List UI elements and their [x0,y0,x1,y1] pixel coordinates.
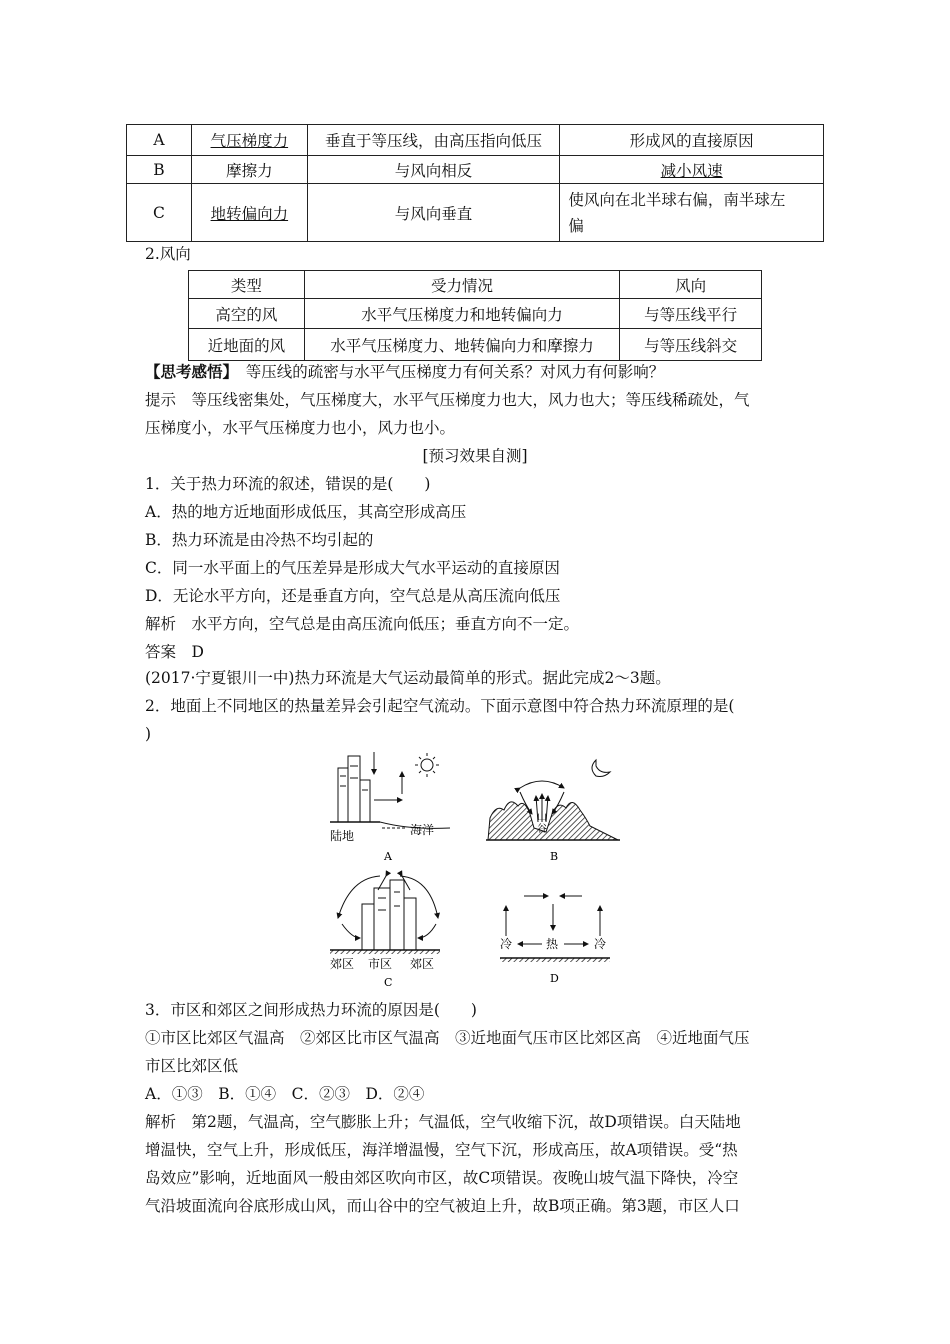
force-name: 摩擦力 [191,156,307,184]
label-suburb-right: 郊区 [410,957,435,971]
force-relation: 与风向相反 [307,156,560,184]
force-table [126,124,824,242]
q1-analysis: 解析 水平方向，空气总是由高压流向低压；垂直方向不一定。 [145,615,580,633]
label-city: 市区 [368,957,393,971]
header-direction: 风向 [620,271,762,299]
q1-answer: 答案 D [145,643,204,661]
q3-items-line1: ①市区比郊区气温高 ②郊区比市区气温高 ③近地面气压市区比郊区高 ④近地面气压 [145,1029,750,1047]
table-row [127,184,824,242]
wind-direction: 与等压线平行 [620,299,762,329]
wind-type: 高空的风 [189,299,305,329]
analysis2-line3: 岛效应”影响，近地面风一般由郊区吹向市区，故C项错误。夜晚山坡气温下降快，冷空 [145,1169,739,1187]
panel-b-letter: B [550,850,559,863]
table-header-row [189,271,762,299]
q1-option-d: D．无论水平方向，还是垂直方向，空气总是从高压流向低压 [145,587,561,605]
label-cold-left: 冷 [500,937,513,951]
label-valley-1: 山 [537,812,547,823]
wind-forces: 水平气压梯度力、地转偏向力和摩擦力 [304,329,619,361]
q1-option-a: A．热的地方近地面形成低压，其高空形成高压 [145,503,467,521]
force-name: 地转偏向力 [191,184,307,242]
table-row [189,299,762,329]
force-effect: 减小风速 [560,156,824,184]
figure-svg [320,748,640,988]
label-sea: 海洋 [410,823,435,837]
panel-c [330,876,440,954]
section-title: 2.风向 [145,245,191,263]
analysis2-line4: 气沿坡面流向谷底形成山风，而山谷中的空气被迫上升，故B项正确。第3题，市区人口 [145,1197,740,1215]
label-valley-2: 谷 [537,824,547,835]
force-name: 气压梯度力 [191,125,307,156]
source-line: (2017·宁夏银川一中)热力环流是大气运动最简单的形式。据此完成2～3题。 [145,669,671,687]
thermal-circulation-figure [320,748,640,988]
row-label: C [127,184,192,242]
q1-option-c: C．同一水平面上的气压差异是形成大气水平运动的直接原因 [145,559,560,577]
panel-d [500,896,610,962]
q1-stem: 1．关于热力环流的叙述，错误的是( ) [145,475,431,493]
force-relation: 垂直于等压线，由高压指向低压 [307,125,560,156]
header-type: 类型 [189,271,305,299]
q3-items-line2: 市区比郊区低 [145,1057,239,1075]
q3-options: A．①③ B．①④ C．②③ D．②④ [145,1085,425,1103]
table-row [127,156,824,184]
q2-stem-line2: ) [145,725,152,743]
think-hint-line2: 压梯度小，水平气压梯度力也小，风力也小。 [145,419,456,437]
force-effect: 形成风的直接原因 [560,125,824,156]
q1-option-b: B．热力环流是由冷热不均引起的 [145,531,374,549]
row-label: B [127,156,192,184]
row-label: A [127,125,192,156]
panel-a-letter: A [384,850,392,863]
label-hot: 热 [546,937,559,951]
analysis2-line1: 解析 第2题，气温高，空气膨胀上升；气温低，空气收缩下沉，故D项错误。白天陆地 [145,1113,741,1131]
header-forces: 受力情况 [304,271,619,299]
label-land: 陆地 [330,829,355,843]
wind-direction-table [188,270,762,361]
label-cold-right: 冷 [594,937,607,951]
think-hint-line1: 提示 等压线密集处，气压梯度大，水平气压梯度力也大，风力也大；等压线稀疏处，气 [145,391,750,409]
table-row [127,125,824,156]
panel-a [330,752,450,828]
q3-stem: 3．市区和郊区之间形成热力环流的原因是( ) [145,1001,477,1019]
force-effect: 使风向在北半球右偏，南半球左 偏 [560,184,824,242]
analysis2-line2: 增温快，空气上升，形成低压，海洋增温慢，空气下沉，形成高压，故A项错误。受“热 [145,1141,738,1159]
wind-forces: 水平气压梯度力和地转偏向力 [304,299,619,329]
section-heading: [预习效果自测] [422,447,528,465]
panel-d-letter: D [550,972,559,985]
panel-c-letter: C [384,976,393,988]
force-relation: 与风向垂直 [307,184,560,242]
think-question: 【思考感悟】 等压线的疏密与水平气压梯度力有何关系？对风力有何影响？ [145,362,665,381]
table-row [189,329,762,361]
panel-b [486,760,620,840]
wind-type: 近地面的风 [189,329,305,361]
label-suburb-left: 郊区 [330,957,355,971]
q2-stem-line1: 2．地面上不同地区的热量差异会引起空气流动。下面示意图中符合热力环流原理的是( [145,697,735,715]
wind-direction: 与等压线斜交 [620,329,762,361]
